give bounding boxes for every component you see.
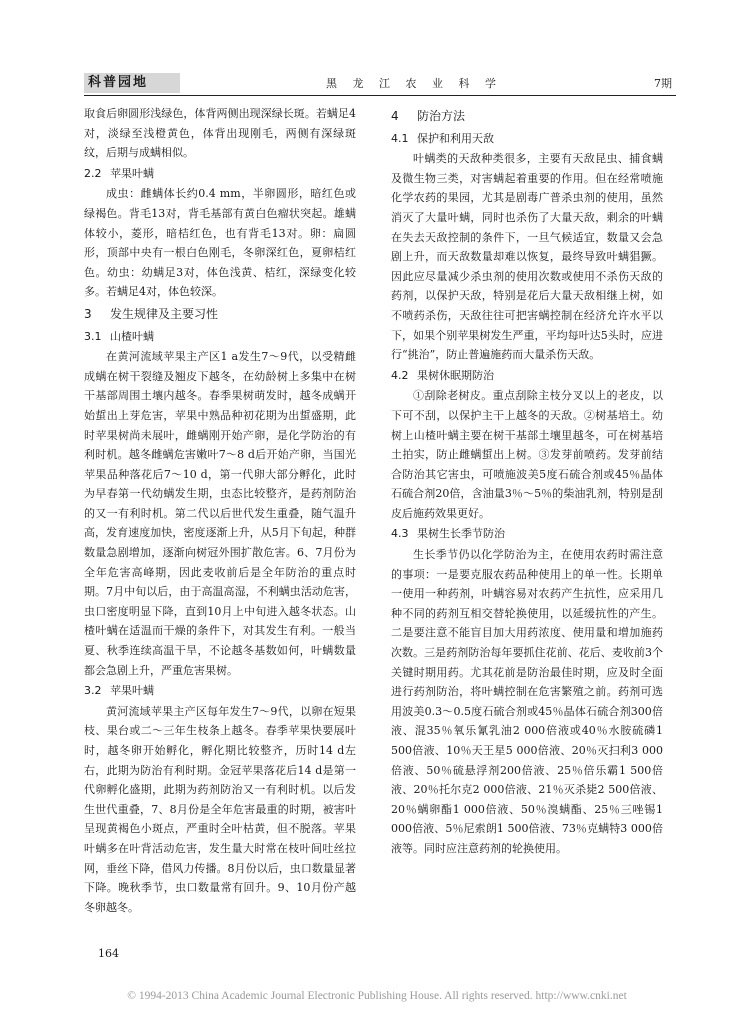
heading-number: 4 bbox=[391, 109, 399, 123]
section-heading bbox=[84, 305, 356, 325]
body-paragraph: 叶螨类的天敌种类很多，主要有天敌昆虫、捕食螨及微生物三类，对害螨起着重要的作用。但在经常喷施化学农药的果园，尤其是剧毒广普杀虫剂的使用，虽然消灭了大量叶螨，同时也杀伤了大量天敌，剩余的叶螨在失去天敌控制的条件下，一旦气候适宜，数量又会急剧上升，而天敌数量却难以恢复，最终导致叶螨猖獗。因此应尽量减少杀虫剂的使用次数或使用不杀伤天敌的药剂，以保护天敌，特别是花后大量天敌相继上树，如不喷药杀伤，天敌往往可把害螨控制在经济允许水平以下，如果个别苹果树发生严重，平均每叶达5头时，应进行“挑治”，防止普遍施药而大量杀伤天敌。 bbox=[391, 152, 663, 362]
heading-number: 2.2 bbox=[84, 166, 102, 180]
heading-title: 发生规律及主要习性 bbox=[110, 306, 219, 321]
heading-title: 苹果叶螨 bbox=[110, 684, 154, 698]
left-column bbox=[84, 104, 356, 917]
copyright-watermark: © 1994-2013 China Academic Journal Electronic Publishing House. All rights reserved. http://www.cnki.net bbox=[127, 990, 627, 1002]
subsection-heading bbox=[391, 524, 663, 544]
heading-number: 4.3 bbox=[391, 527, 409, 541]
heading-number: 3.1 bbox=[84, 329, 102, 343]
heading-title: 防治方法 bbox=[417, 109, 466, 123]
subsection-heading bbox=[391, 366, 663, 386]
body-paragraph: 黄河流域苹果主产区每年发生7～9代，以卵在短果枝、果台或二～三年生枝条上越冬。春季苹果快要展叶时，越冬卵开始孵化，孵化期比较整齐，历时14 d左右，此期为防治有利时期。金冠苹果落花后14 d是第一代卵孵化盛期，此期为药剂防治又一有利时机。以后发生世代重叠，7、8月份是全年危害最重的时期，被害叶呈现黄褐色小斑点，严重时全叶枯黄，但不脱落。苹果叶螨多在叶背活动危害，发生量大时常在枝叶间吐丝拉网，垂丝下降，借风力传播。8月份以后，虫口数量显著下降。晚秋季节，虫口数量常有回升。9、10月份产越冬卵越冬。 bbox=[84, 704, 356, 914]
body-paragraph: 在黄河流域苹果主产区1 a发生7～9代，以受精雌成螨在树干裂缝及翘皮下越冬，在幼龄树上多集中在树干基部周围土壤内越冬。春季果树萌发时，越冬成螨开始蜇出上芽危害，苹果中熟品种初花期为出蜇盛期，此时苹果树尚未展叶，雌螨刚开始产卵，是化学防治的有利时机。越冬雌螨危害嫩叶7～8 d后开始产卵，当国光苹果品种落花后7～10 d，第一代卵大部分孵化，此时为早春第一代幼螨发生期，虫态比较整齐，是药剂防治的又一有利时机。第二代以后世代发生重叠，随气温升高，发育速度加快，密度逐渐上升，从5月下旬起，种群数量急剧增加，逐渐向树冠外围扩散危害。6、7月份为全年危害高峰期，因此麦收前后是全年防治的重点时期。7月中旬以后，由于高温高湿，不利螨虫活动危害，虫口密度明显下降，直到10月上中旬进入越冬状态。山楂叶螨在适温而干燥的条件下，对其发生有利。一般当夏、秋季连续高温干旱，不论越冬基数如何，叶螨数量都会急剧上升，严重危害果树。 bbox=[84, 350, 356, 677]
page-number: 164 bbox=[98, 947, 119, 960]
right-column bbox=[391, 104, 663, 859]
subsection-heading bbox=[84, 327, 356, 347]
heading-number: 4.2 bbox=[391, 368, 409, 382]
subsection-heading bbox=[391, 129, 663, 149]
heading-title: 保护和利用天敌 bbox=[417, 131, 494, 145]
heading-title: 果树休眠期防治 bbox=[417, 368, 494, 382]
heading-title: 山楂叶螨 bbox=[110, 329, 154, 343]
heading-title: 果树生长季节防治 bbox=[417, 527, 505, 541]
heading-number: 4.1 bbox=[391, 131, 409, 145]
heading-number: 3.2 bbox=[84, 684, 102, 698]
subsection-heading bbox=[84, 681, 356, 701]
journal-title: 黑 龙 江 农 业 科 学 bbox=[326, 77, 502, 90]
issue-number: 7期 bbox=[654, 77, 672, 90]
running-header bbox=[84, 73, 676, 96]
subsection-heading bbox=[84, 164, 356, 184]
heading-title: 苹果叶螨 bbox=[110, 166, 154, 180]
body-paragraph: 取食后卵圆形浅绿色，体背两侧出现深绿长斑。若螨足4对，淡绿至浅橙黄色，体背出现刚毛，两侧有深绿斑纹，后期与成螨相似。 bbox=[84, 107, 356, 160]
body-paragraph: ①刮除老树皮。重点刮除主枝分叉以上的老皮，以下可不刮，以保护主干上越冬的天敌。②树基培土。幼树上山楂叶螨主要在树干基部土壤里越冬，可在树基培土拍实，防止雌螨蜇出上树。③发芽前喷药。发芽前结合防治其它害虫，可喷施波美5度石硫合剂或45％晶体石硫合剂20倍，含油量3％～5％的柴油乳剂，特别是刮皮后施药效果更好。 bbox=[391, 389, 663, 520]
heading-number: 3 bbox=[84, 306, 92, 321]
column-badge: 科普园地 bbox=[84, 73, 180, 93]
body-paragraph: 成虫：雌螨体长约0.4 mm，半卵圆形，暗红色或绿褐色。背毛13对，背毛基部有黄白色瘤状突起。雄螨体较小，菱形，暗桔红色，也有背毛13对。卵：扁圆形，顶部中央有一根白色刚毛，冬卵深红色，夏卵桔红色。幼虫：幼螨足3对，体色浅黄、桔红，深绿变化较多。若螨足4对，体色较深。 bbox=[84, 187, 356, 299]
body-paragraph: 生长季节仍以化学防治为主，在使用农药时需注意的事项：一是要克服农药品种使用上的单一性。长期单一使用一种药剂，叶螨容易对农药产生抗性，应采用几种不同的药剂互相交替轮换使用，以延缓抗性的产生。二是要注意不能盲目加大用药浓度、使用量和增加施药次数。三是药剂防治每年要抓住花前、花后、麦收前3个关键时期用药。尤其花前是防治最佳时期，应及时全面进行药剂防治，将叶螨控制在危害繁殖之前。药剂可选用波美0.3～0.5度石硫合剂或45％晶体石硫合剂300倍液、混35％氧乐氰乳油2 000倍液或40％水胺硫磷1 500倍液、10％天王星5 000倍液、20％灭扫利3 000倍液、50％硫悬浮剂200倍液、25％倍乐霸1 500倍液、20％托尔克2 000倍液、21％灭杀毙2 500倍液、20％螨卵酯1 000倍液、50％溴螨酯、25％三唑锡1 000倍液、5％尼索朗1 500倍液、73％克螨特3 000倍液等。同时应注意药剂的轮换使用。 bbox=[391, 548, 663, 855]
section-heading bbox=[391, 107, 663, 127]
